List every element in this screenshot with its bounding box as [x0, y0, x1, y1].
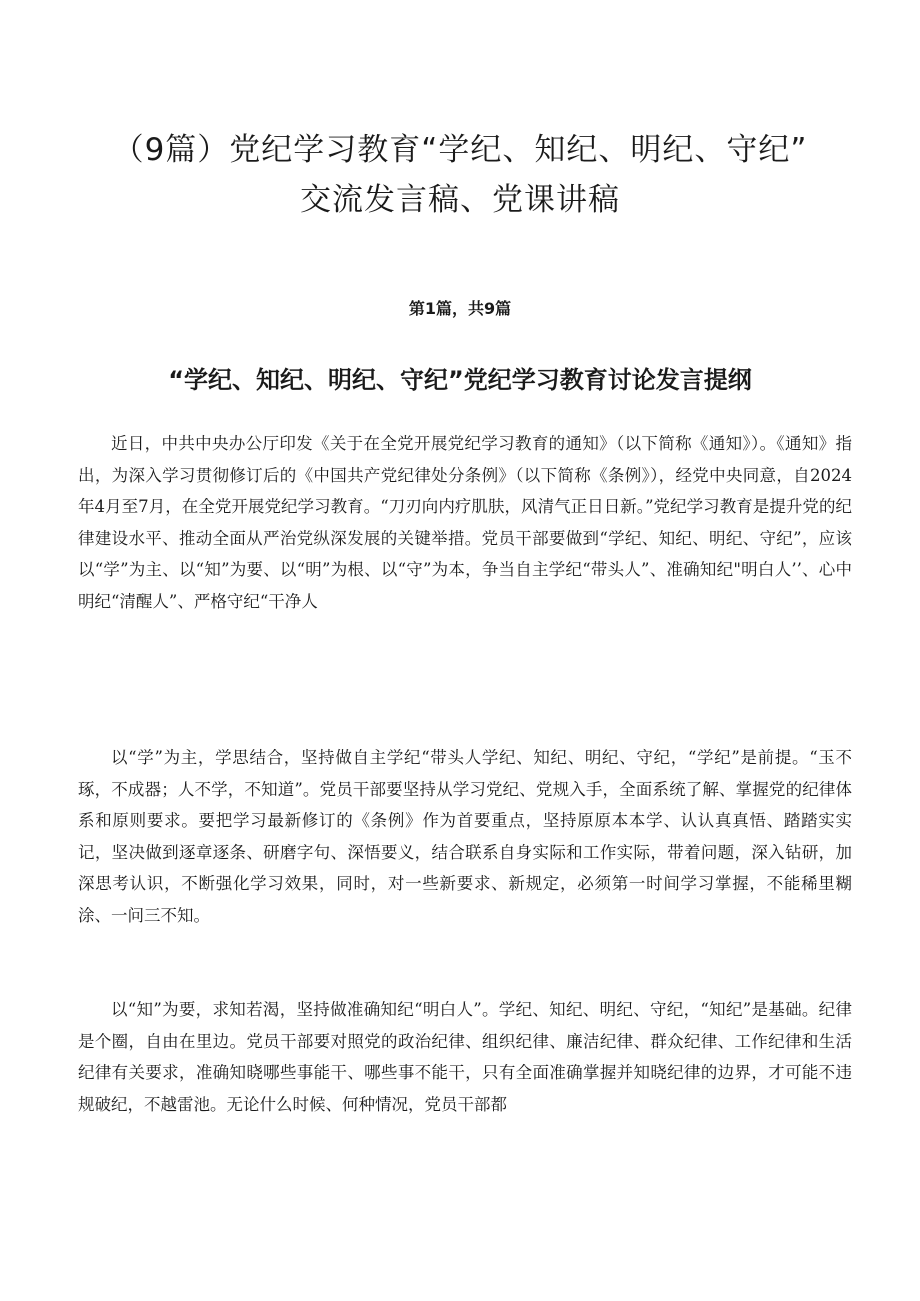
body-paragraph-3: 以“知”为要，求知若渴，坚持做准确知纪“明白人”。学纪、知纪、明纪、守纪，“知纪”是基础。纪律是个圈，自由在里边。党员干部要对照党的政治纪律、组织纪律、廉洁纪律、群众纪律、工作纪律和生活纪律有关要求，准确知晓哪些事能干、哪些事不能干，只有全面准确掌握并知晓纪律的边界，才可能不违规破纪，不越雷池。无论什么时候、何种情况，党员干部都 — [78, 1000, 852, 1114]
document-title-line-2: 交流发言稿、党课讲稿 — [300, 182, 620, 218]
document-title-line-1: （9篇）党纪学习教育“学纪、知纪、明纪、守纪” — [112, 132, 808, 168]
body-paragraph-2: 以“学”为主，学思结合，坚持做自主学纪“带头人学纪、知纪、明纪、守纪，“学纪”是前提。“玉不琢，不成器；人不学，不知道”。党员干部要坚持从学习党纪、党规入手，全面系统了解、掌握党的纪律体系和原则要求。要把学习最新修订的《条例》作为首要重点，坚持原原本本学、认认真真悟、踏踏实实记，坚决做到逐章逐条、研磨字句、深悟要义，结合联系自身实际和工作实际，带着问题，深入钻研，加深思考认识，不断强化学习效果，同时，对一些新要求、新规定，必须第一时间学习掌握，不能稀里糊涂、一问三不知。 — [78, 748, 852, 925]
part-label: 第1篇，共9篇 — [408, 299, 512, 318]
body-paragraph-1: 近日，中共中央办公厅印发《关于在全党开展党纪学习教育的通知》（以下简称《通知》）。《通知》指出，为深入学习贯彻修订后的《中国共产党纪律处分条例》（以下简称《条例》），经党中央同意，自2024年4月至7月，在全党开展党纪学习教育。“刀刃向内疗肌肤，风清气正日日新。”党纪学习教育是提升党的纪律建设水平、推动全面从严治党纵深发展的关键举措。党员干部要做到“学纪、知纪、明纪、守纪”，应该以“学”为主、以“知”为要、以“明”为根、以“守”为本，争当自主学纪“带头人”、准确知纪"明白人’’、心中明纪“清醒人”、严格守纪“干净人 — [78, 434, 852, 611]
section-heading: “学纪、知纪、明纪、守纪”党纪学习教育讨论发言提纲 — [168, 366, 752, 394]
